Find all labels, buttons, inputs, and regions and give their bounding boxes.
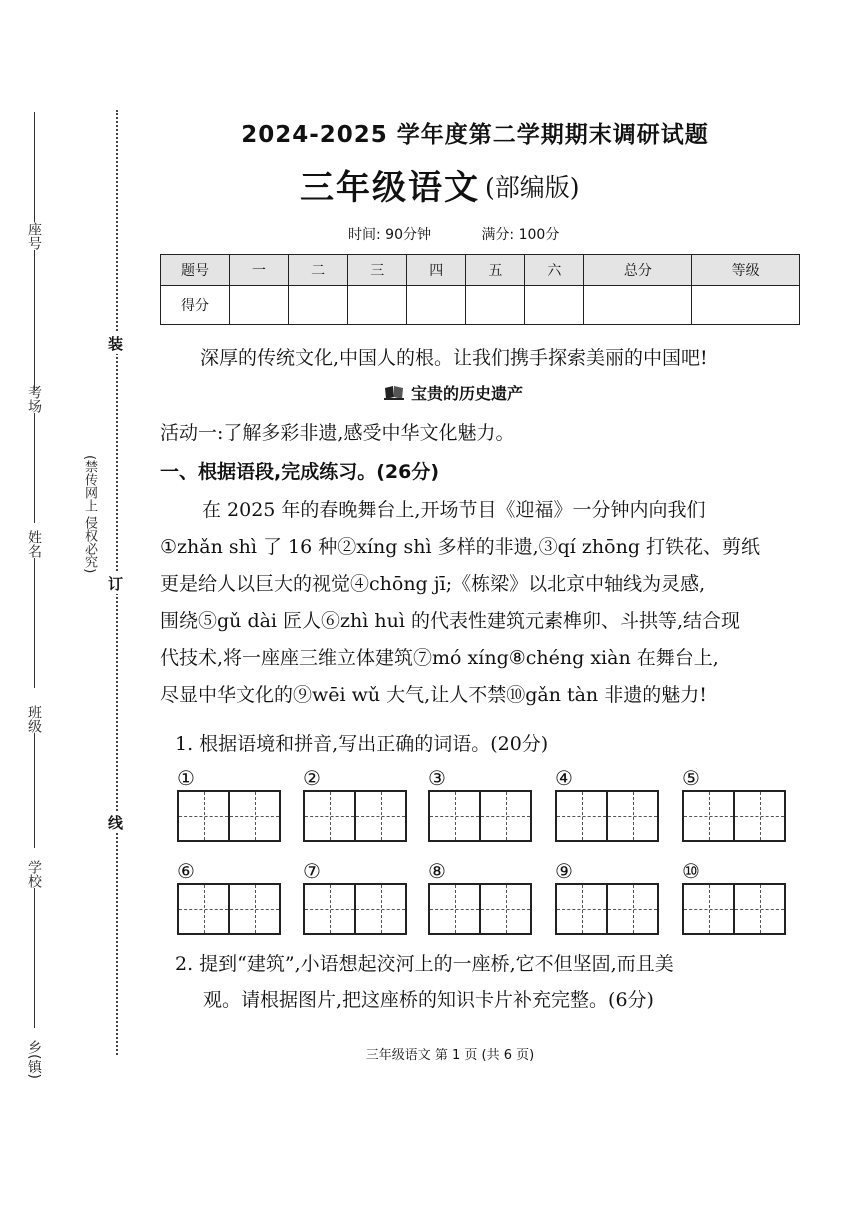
score-header-cell: 六: [525, 255, 584, 286]
passage-line: 代技术,将一座座三维立体建筑⑦mó xíng⑧chéng xiàn 在舞台上,: [160, 647, 719, 669]
score-cell[interactable]: [466, 286, 525, 325]
grid-number: ⑧: [428, 859, 446, 883]
score-header-cell: 等级: [692, 255, 800, 286]
score-header-cell: 四: [407, 255, 466, 286]
copyright-warning: (禁传网上 侵权必究): [82, 455, 97, 574]
exam-full-score: 满分: 100分: [481, 227, 560, 243]
section-heading: [383, 381, 523, 404]
township-line: [34, 888, 35, 1028]
activity-text: 活动一:了解多彩非遗,感受中华文化魅力。: [160, 422, 515, 444]
tian-grid[interactable]: [177, 790, 281, 842]
question-2-line-1: 2. 提到“建筑”,小语想起洨河上的一座桥,它不但坚固,而且美: [175, 953, 674, 975]
score-cell[interactable]: [407, 286, 466, 325]
school-label: 学校: [26, 860, 42, 888]
binding-mark-ding: 订: [108, 575, 124, 593]
class-field[interactable]: [24, 705, 44, 848]
exam-room-field[interactable]: [24, 385, 44, 523]
school-field[interactable]: [24, 860, 44, 1028]
passage-line: 尽显中华文化的⑨wēi wǔ 大气,让人不禁⑩gǎn tàn 非遗的魅力!: [160, 684, 707, 706]
score-table-row: [161, 286, 800, 325]
passage: [160, 492, 805, 714]
class-line: [34, 558, 35, 688]
score-header-cell: 题号: [161, 255, 230, 286]
section-title: 宝贵的历史遗产: [411, 384, 524, 403]
score-cell[interactable]: [525, 286, 584, 325]
score-cell[interactable]: [584, 286, 692, 325]
tian-grid[interactable]: [177, 883, 281, 935]
grid-number: ④: [555, 766, 573, 790]
exam-edition: (部编版): [485, 173, 580, 202]
school-line: [34, 733, 35, 848]
class-label: 班级: [26, 705, 42, 733]
page-footer: 三年级语文 第 1 页 (共 6 页): [365, 1048, 535, 1063]
exam-room-line: [34, 250, 35, 390]
passage-line: 围绕⑤gǔ dài 匠人⑥zhì huì 的代表性建筑元素榫卯、斗拱等,结合现: [160, 610, 741, 632]
grid-number: ⑦: [303, 859, 321, 883]
grid-number: ③: [428, 766, 446, 790]
tian-grid[interactable]: [303, 883, 407, 935]
name-line: [34, 413, 35, 523]
score-header-cell: 三: [348, 255, 407, 286]
name-field[interactable]: [24, 530, 44, 688]
exam-subject: 三年级语文: [300, 168, 480, 208]
score-table-header: [161, 255, 800, 286]
tian-grid[interactable]: [428, 883, 532, 935]
tian-grid[interactable]: [682, 790, 786, 842]
passage-line: ①zhǎn shì 了 16 种②xíng shì 多样的非遗,③qí zhōng 打铁花、剪纸: [160, 536, 761, 558]
seat-number-label: 座号: [26, 222, 42, 250]
exam-title: 2024-2025 学年度第二学期期末调研试题: [241, 122, 709, 148]
seat-number-field[interactable]: [24, 112, 44, 390]
tian-grid[interactable]: [428, 790, 532, 842]
question-2-line-2: 观。请根据图片,把这座桥的知识卡片补充完整。(6分): [203, 989, 654, 1011]
grid-number: ①: [177, 766, 195, 790]
score-cell[interactable]: [348, 286, 407, 325]
score-table: [160, 254, 800, 325]
tian-grid[interactable]: [555, 883, 659, 935]
part-one-heading: 一、根据语段,完成练习。(26分): [160, 461, 440, 483]
passage-line: 更是给人以巨大的视觉④chōng jī;《栋梁》以北京中轴线为灵感,: [160, 573, 706, 595]
score-cell[interactable]: [289, 286, 348, 325]
tian-grid[interactable]: [303, 790, 407, 842]
binding-mark-zhuang: 装: [108, 335, 124, 353]
grid-number: ⑥: [177, 859, 195, 883]
grid-number: ②: [303, 766, 321, 790]
question-1: 1. 根据语境和拼音,写出正确的词语。(20分): [175, 733, 549, 755]
passage-line: 在 2025 年的春晚舞台上,开场节目《迎福》一分钟内向我们: [202, 499, 706, 521]
score-header-cell: 一: [230, 255, 289, 286]
name-label: 姓名: [26, 530, 42, 558]
score-cell[interactable]: [692, 286, 800, 325]
score-header-cell: 总分: [584, 255, 692, 286]
tian-grid[interactable]: [555, 790, 659, 842]
township-label: 乡(镇): [26, 1040, 42, 1079]
score-cell[interactable]: [230, 286, 289, 325]
grid-number: ⑤: [682, 766, 700, 790]
score-row-label: 得分: [161, 286, 230, 325]
exam-time: 时间: 90分钟: [348, 227, 431, 243]
tian-grid[interactable]: [682, 883, 786, 935]
exam-info: [348, 224, 605, 244]
score-header-cell: 五: [466, 255, 525, 286]
intro-text: 深厚的传统文化,中国人的根。让我们携手探索美丽的中国吧!: [200, 347, 708, 369]
grid-number: ⑨: [555, 859, 573, 883]
exam-room-label: 考场: [26, 385, 42, 413]
book-icon: [383, 385, 405, 401]
grid-number: ⑩: [682, 859, 700, 883]
score-header-cell: 二: [289, 255, 348, 286]
binding-mark-xian: 线: [108, 814, 124, 832]
